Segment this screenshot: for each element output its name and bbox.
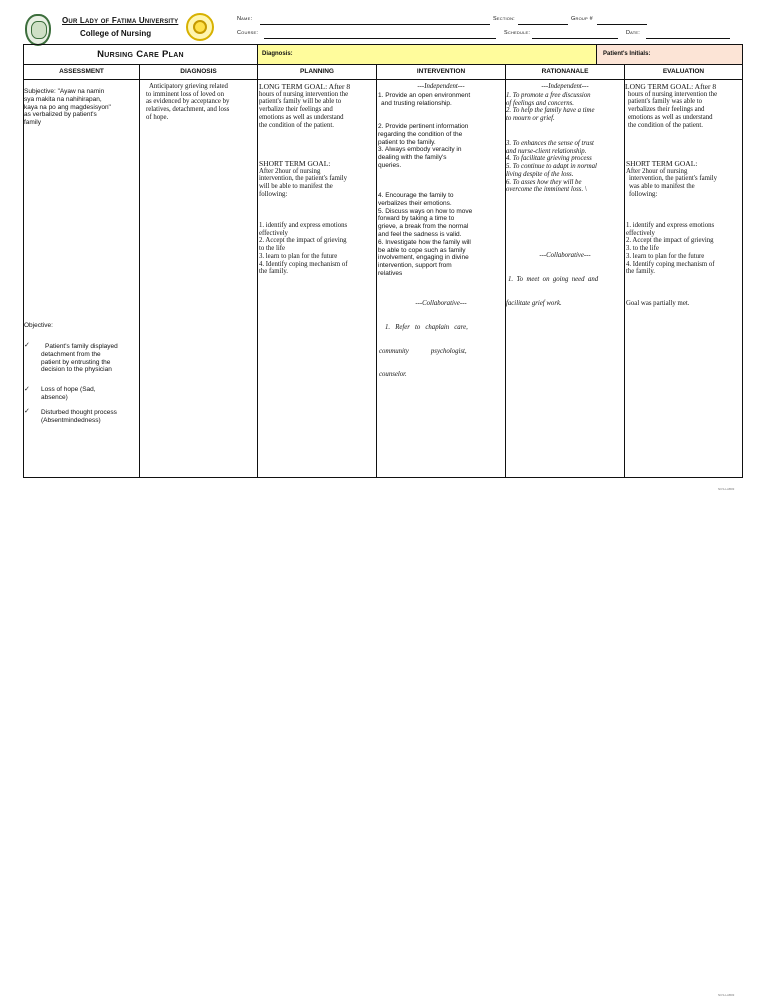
text-line: living despite of the loss.: [506, 170, 574, 178]
text-line: 4. Encourage the family to: [378, 192, 454, 199]
rationale-independent-header: ---Independent---: [541, 83, 589, 90]
university-name: Our Lady of Fatima University: [62, 16, 179, 25]
page-code: NCS-LAB03: [718, 993, 735, 997]
form-title: Nursing Care Plan: [97, 49, 184, 60]
date-label: Date:: [626, 30, 640, 36]
intervention-collaborative: [379, 309, 504, 386]
college-name: College of Nursing: [80, 29, 152, 38]
text-line: involvement, engaging in divine: [378, 254, 469, 262]
intervention-collaborative-header: ---Collaborative---: [415, 300, 467, 307]
text-line: absence): [41, 393, 68, 401]
text-line: 3. to the life: [626, 245, 659, 253]
evaluation-outcomes: [626, 222, 742, 276]
checkmark-icon: ✓: [24, 408, 30, 415]
assessment-objective-label: Objective:: [24, 322, 53, 329]
text-line: SHORT TERM GOAL:: [626, 159, 698, 168]
text-line: relatives: [378, 269, 403, 277]
diagnosis-statement: [146, 83, 256, 122]
text-line: intervention, the patient's family: [629, 175, 718, 183]
text-line: was able to manifest the: [629, 183, 695, 191]
text-line: verbalizes their feelings and: [628, 106, 705, 114]
text-line: LONG TERM GOAL: After 8: [625, 82, 717, 91]
text-line: as evidenced by acceptance by: [146, 98, 230, 106]
table-divider: [23, 64, 743, 65]
text-line: decision to the physician: [41, 366, 112, 374]
text-line: 4. To facilitate grieving process: [506, 155, 592, 163]
text-line: emotions as well as understand: [628, 113, 713, 121]
schedule-label: Schedule:: [504, 30, 531, 36]
rationale-group: [506, 92, 624, 123]
text-line: effectively: [626, 229, 655, 237]
text-line: 1. Provide an open environment: [378, 92, 471, 99]
rationale-collaborative: [506, 261, 624, 315]
objective-item: [41, 409, 138, 425]
text-line: verbalize their feelings and: [259, 106, 333, 114]
text-line: 2. Accept the impact of grieving: [626, 237, 714, 245]
text-line: Disturbed thought process: [41, 409, 117, 416]
text-line: 2. Accept the impact of grieving: [259, 237, 347, 245]
college-seal-logo: [186, 13, 214, 41]
text-line: 1. identify and express emotions: [259, 222, 348, 229]
text-line: overcome the imminent loss. \: [506, 186, 587, 194]
text-line: intervention, support from: [378, 262, 452, 270]
text-line: facilitate grief work.: [506, 299, 562, 307]
schedule-field-line[interactable]: [532, 38, 618, 39]
text-line: detachment from the: [41, 350, 101, 358]
intervention-independent-header: ---Independent---: [417, 83, 465, 90]
text-line: 5. To continue to adapt in normal: [506, 163, 597, 171]
evaluation-result: Goal was partially met.: [626, 300, 690, 307]
group-field-line[interactable]: [597, 24, 647, 25]
table-divider: [139, 64, 140, 478]
patient-initials-field[interactable]: [597, 45, 742, 64]
evaluation-long-term-goal: [625, 83, 742, 129]
planning-short-term-goal: [259, 160, 376, 199]
evaluation-short-term-goal: [626, 160, 742, 199]
text-line: counselor.: [379, 370, 407, 378]
text-line: the condition of the patient.: [628, 121, 703, 129]
intervention-group: [378, 123, 505, 170]
text-line: 3. To enhances the sense of trust: [506, 140, 594, 147]
text-line: to the life: [259, 245, 286, 253]
group-label: Group #: [571, 16, 593, 22]
text-line: forward by taking a time to: [378, 215, 455, 223]
text-line: patient's family will be able to: [259, 98, 342, 106]
text-line: be able to cope such as family: [378, 246, 466, 254]
text-line: Patient's family displayed: [45, 343, 118, 350]
text-line: will be able to manifest the: [259, 183, 333, 191]
text-line: and feel the sadness is valid.: [378, 230, 462, 238]
section-label: Section:: [493, 16, 515, 22]
planning-outcomes: [259, 222, 376, 276]
text-line: and nurse-client relationship.: [506, 147, 587, 155]
checkmark-icon: ✓: [24, 386, 30, 393]
page-code: NCS-LAB03: [718, 487, 735, 491]
text-line: 6. Investigate how the family will: [378, 238, 471, 246]
text-line: 2. To help the family have a time: [506, 107, 595, 115]
text-line: patient to the family.: [378, 138, 436, 146]
text-line: Subjective: "Ayaw na namin: [24, 88, 105, 95]
column-header-assessment: ASSESSMENT: [59, 68, 104, 75]
table-divider: [257, 64, 258, 478]
column-header-planning: PLANNING: [300, 68, 334, 75]
objective-item: [41, 386, 138, 402]
text-line: grieve, a break from the normal: [378, 223, 469, 231]
university-seal-logo: [25, 14, 51, 46]
table-divider: [23, 79, 743, 80]
text-line: SHORT TERM GOAL:: [259, 159, 331, 168]
text-line: Loss of hope (Sad,: [41, 386, 96, 393]
column-header-intervention: INTERVENTION: [416, 68, 466, 75]
text-line: following:: [259, 190, 288, 198]
table-divider: [376, 64, 377, 478]
text-line: 4. Identify coping mechanism of: [259, 260, 348, 268]
diagnosis-field[interactable]: [258, 45, 596, 64]
text-line: the family.: [259, 268, 289, 276]
name-label: Name:: [237, 16, 253, 22]
column-header-diagnosis: DIAGNOSIS: [180, 68, 217, 75]
patient-initials-label: Patient's Initials:: [603, 51, 651, 57]
text-line: the family.: [626, 268, 656, 276]
text-line: (Absentmindedness): [41, 416, 101, 424]
intervention-group: [378, 192, 505, 278]
text-line: patient's family was able to: [628, 98, 703, 106]
text-line: intervention, the patient's family: [259, 175, 348, 183]
intervention-group: [378, 92, 505, 108]
text-line: emotions as well as understand: [259, 113, 344, 121]
text-line: kaya na po ang magdesisyon": [24, 103, 111, 111]
checkmark-icon: ✓: [24, 342, 30, 349]
text-line: regarding the condition of the: [378, 130, 463, 138]
text-line: of hope.: [146, 113, 169, 121]
course-field-line[interactable]: [264, 38, 496, 39]
text-line: the condition of the patient.: [259, 121, 334, 129]
text-line: After 2hour of nursing: [626, 167, 688, 175]
text-line: Anticipatory grieving related: [149, 83, 228, 90]
date-field-line[interactable]: [646, 38, 730, 39]
rationale-group: [506, 140, 624, 194]
text-line: sya makita na nahihirapan,: [24, 95, 102, 103]
section-field-line[interactable]: [518, 24, 568, 25]
text-line: hours of nursing intervention the: [259, 90, 349, 98]
text-line: relatives, detachment, and loss: [146, 106, 230, 114]
column-header-evaluation: EVALUATION: [662, 68, 705, 75]
course-label: Course:: [237, 30, 259, 36]
text-line: 3. learn to plan for the future: [259, 252, 338, 260]
text-line: 1. identify and express emotions: [626, 222, 715, 229]
text-line: 6. To asses how they will be: [506, 178, 582, 186]
text-line: 3. Always embody veracity in: [378, 146, 462, 154]
text-line: effectively: [259, 229, 288, 237]
diagnosis-label: Diagnosis:: [262, 51, 293, 57]
text-line: 3. learn to plan for the future: [626, 252, 705, 260]
text-line: patient by entrusting the: [41, 358, 111, 366]
planning-long-term-goal: [259, 83, 376, 129]
text-line: 5. Discuss ways on how to move: [378, 207, 473, 215]
text-line: to mourn or grief.: [506, 115, 555, 123]
text-line: to imminent loss of loved on: [146, 90, 224, 98]
text-line: dealing with the family's: [378, 154, 447, 162]
text-line: of feelings and concerns.: [506, 99, 574, 107]
assessment-subjective: [24, 88, 138, 127]
column-header-rationale: RATIONANALE: [541, 68, 589, 75]
text-line: following:: [629, 190, 658, 198]
text-line: 4. Identify coping mechanism of: [626, 260, 715, 268]
text-line: and trusting relationship.: [381, 99, 452, 107]
text-line: queries.: [378, 161, 402, 169]
objective-item: [41, 343, 138, 374]
text-line: community psychologist,: [379, 347, 467, 355]
text-line: family: [24, 119, 41, 127]
text-line: 2. Provide pertinent information: [378, 123, 469, 130]
text-line: LONG TERM GOAL: After 8: [259, 82, 351, 91]
name-field-line[interactable]: [260, 24, 490, 25]
text-line: hours of nursing intervention the: [628, 90, 718, 98]
text-line: After 2hour of nursing: [259, 167, 321, 175]
text-line: 1. To promote a free discussion: [506, 92, 591, 99]
text-line: as verbalized by patient's: [24, 111, 97, 119]
text-line: verbalizes their emotions.: [378, 199, 452, 207]
rationale-collaborative-header: ---Collaborative---: [539, 252, 591, 259]
text-line: 1. To meet on going need and: [508, 276, 599, 284]
text-line: 1. Refer to chaplain care,: [385, 324, 468, 332]
